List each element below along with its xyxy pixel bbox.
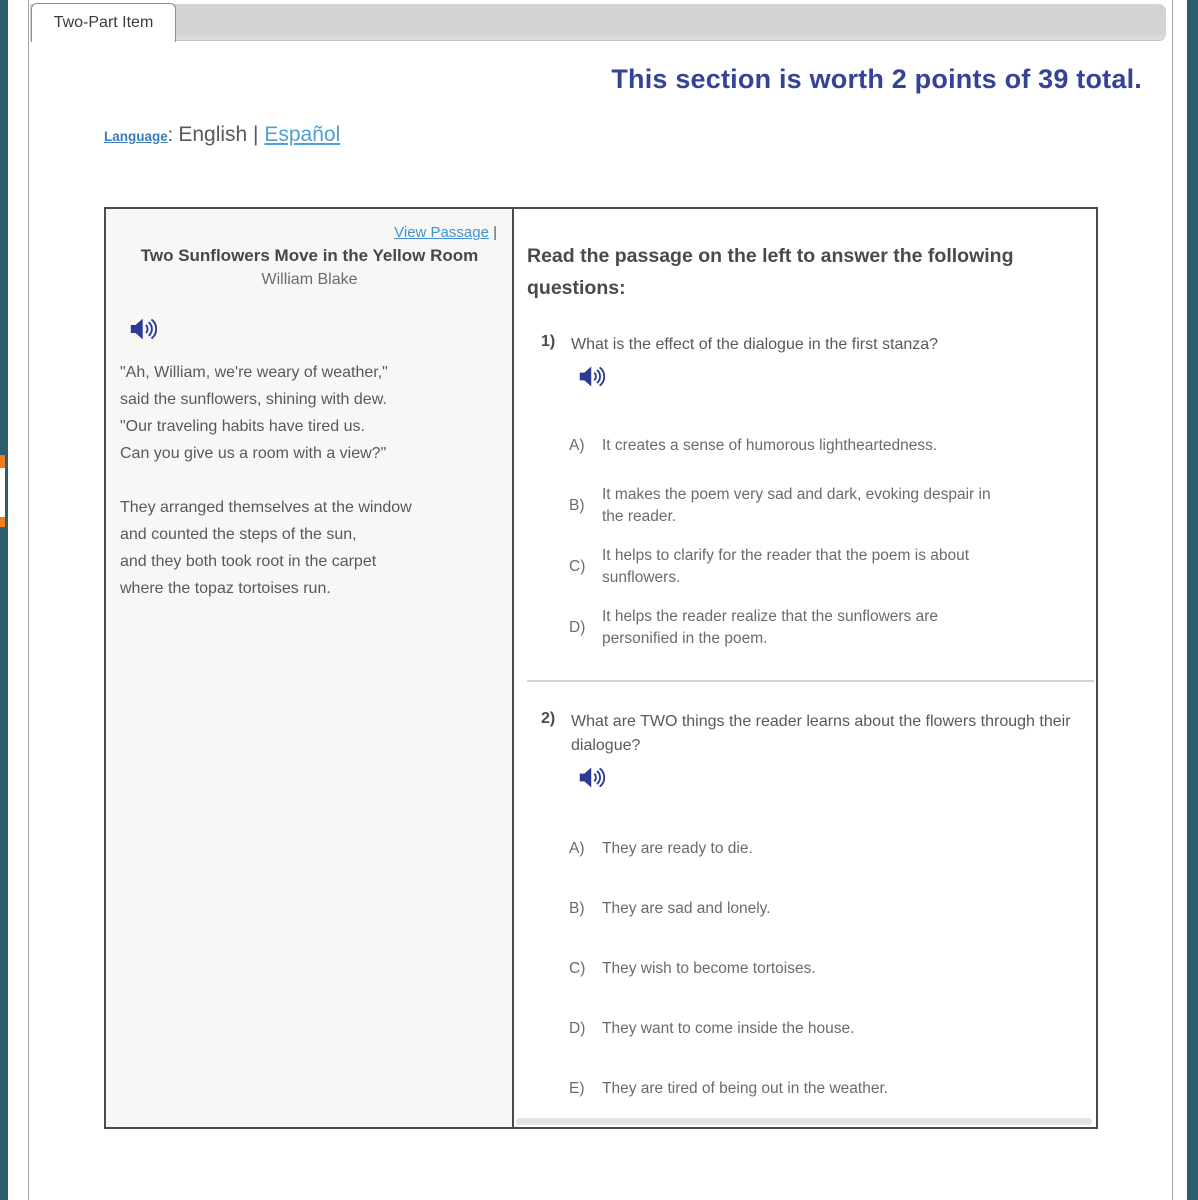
option-letter: D) <box>569 1020 586 1037</box>
indicator-bottom-cap <box>0 517 5 527</box>
poem-line: "Our traveling habits have tired us. <box>120 418 365 435</box>
section-points-heading: This section is worth 2 points of 39 total. <box>611 64 1142 94</box>
question-2-audio-button[interactable] <box>579 766 605 789</box>
passage-title: Two Sunflowers Move in the Yellow Room <box>140 246 479 265</box>
language-row <box>104 123 340 147</box>
option-letter: A) <box>569 840 585 857</box>
tab-two-part-item[interactable] <box>31 3 176 42</box>
indicator-top-cap <box>0 455 5 468</box>
option-text: It helps the reader realize that the sunflowers are personified in the poem. <box>602 608 939 647</box>
option-row[interactable] <box>569 838 1080 860</box>
option-row[interactable] <box>569 1078 1080 1100</box>
poem-stanza-1 <box>120 359 499 467</box>
question-2-head <box>541 710 1080 758</box>
instructions-heading: Read the passage on the left to answer the following questions: <box>527 245 1014 299</box>
poem-stanza-2 <box>120 494 499 602</box>
language-current: English <box>178 123 248 146</box>
left-scroll-indicator[interactable] <box>0 455 5 527</box>
option-letter: B) <box>569 497 585 514</box>
option-row[interactable] <box>569 606 1080 650</box>
language-espanol-link[interactable]: Español <box>264 123 341 146</box>
language-separator: | <box>247 123 265 146</box>
option-text: It helps to clarify for the reader that the poem is about sunflowers. <box>602 547 970 586</box>
option-row[interactable] <box>569 1018 1080 1040</box>
option-letter: B) <box>569 900 585 917</box>
view-passage-row <box>120 224 499 241</box>
option-text: They are ready to die. <box>602 840 753 857</box>
poem-line: and they both took root in the carpet <box>120 553 377 570</box>
option-letter: E) <box>569 1080 585 1097</box>
poem-line: and counted the steps of the sun, <box>120 526 357 543</box>
option-text: They want to come inside the house. <box>602 1020 855 1037</box>
speaker-icon <box>579 766 605 789</box>
language-label-link[interactable]: Language <box>104 129 168 144</box>
poem-line: "Ah, William, we're weary of weather," <box>120 364 388 381</box>
option-letter: A) <box>569 437 585 454</box>
question-2-options <box>569 838 1080 1100</box>
option-letter: C) <box>569 558 586 575</box>
question-text: What is the effect of the dialogue in the first stanza? <box>571 336 939 353</box>
question-text: What are TWO things the reader learns about the flowers through their dialogue? <box>571 713 1071 754</box>
poem <box>120 359 499 602</box>
tab-label: Two-Part Item <box>53 14 154 31</box>
right-edge-bar <box>1187 0 1198 1200</box>
poem-line: They arranged themselves at the window <box>120 499 412 516</box>
poem-line: where the topaz tortoises run. <box>120 580 331 597</box>
option-row[interactable] <box>569 484 1080 528</box>
option-text: They wish to become tortoises. <box>602 960 816 977</box>
poem-line: Can you give us a room with a view?" <box>120 445 387 462</box>
item-box <box>104 207 1098 1129</box>
question-2 <box>527 710 1080 1100</box>
poem-line: said the sunflowers, shining with dew. <box>120 391 387 408</box>
option-row[interactable] <box>569 958 1080 980</box>
question-1 <box>527 333 1080 650</box>
question-divider <box>527 680 1094 682</box>
option-letter: D) <box>569 619 586 636</box>
option-text: It creates a sense of humorous lightheartedness. <box>602 437 938 454</box>
tab-bar <box>30 4 1166 41</box>
language-colon: : <box>167 125 179 146</box>
option-text: They are sad and lonely. <box>602 900 771 917</box>
question-number: 2) <box>541 710 556 727</box>
option-row[interactable] <box>569 435 1080 457</box>
option-text: They are tired of being out in the weather. <box>602 1080 889 1097</box>
option-letter: C) <box>569 960 586 977</box>
option-row[interactable] <box>569 545 1080 589</box>
view-passage-divider: | <box>488 224 497 241</box>
passage-author: William Blake <box>261 271 358 288</box>
question-1-options <box>569 435 1080 650</box>
page-container <box>28 0 1173 1200</box>
speaker-icon <box>130 317 157 341</box>
question-1-audio-button[interactable] <box>579 365 605 388</box>
option-row[interactable] <box>569 898 1080 920</box>
left-edge-bar <box>0 0 8 1200</box>
question-1-head <box>541 333 1080 357</box>
passage-audio-button[interactable] <box>130 317 157 341</box>
option-text: It makes the poem very sad and dark, evoking despair in the reader. <box>602 486 991 525</box>
horizontal-scrollbar[interactable] <box>516 1118 1092 1125</box>
questions-panel <box>514 209 1096 1127</box>
question-number: 1) <box>541 333 556 350</box>
passage-panel <box>106 209 514 1127</box>
view-passage-link[interactable]: View Passage <box>394 224 489 241</box>
speaker-icon <box>579 365 605 388</box>
